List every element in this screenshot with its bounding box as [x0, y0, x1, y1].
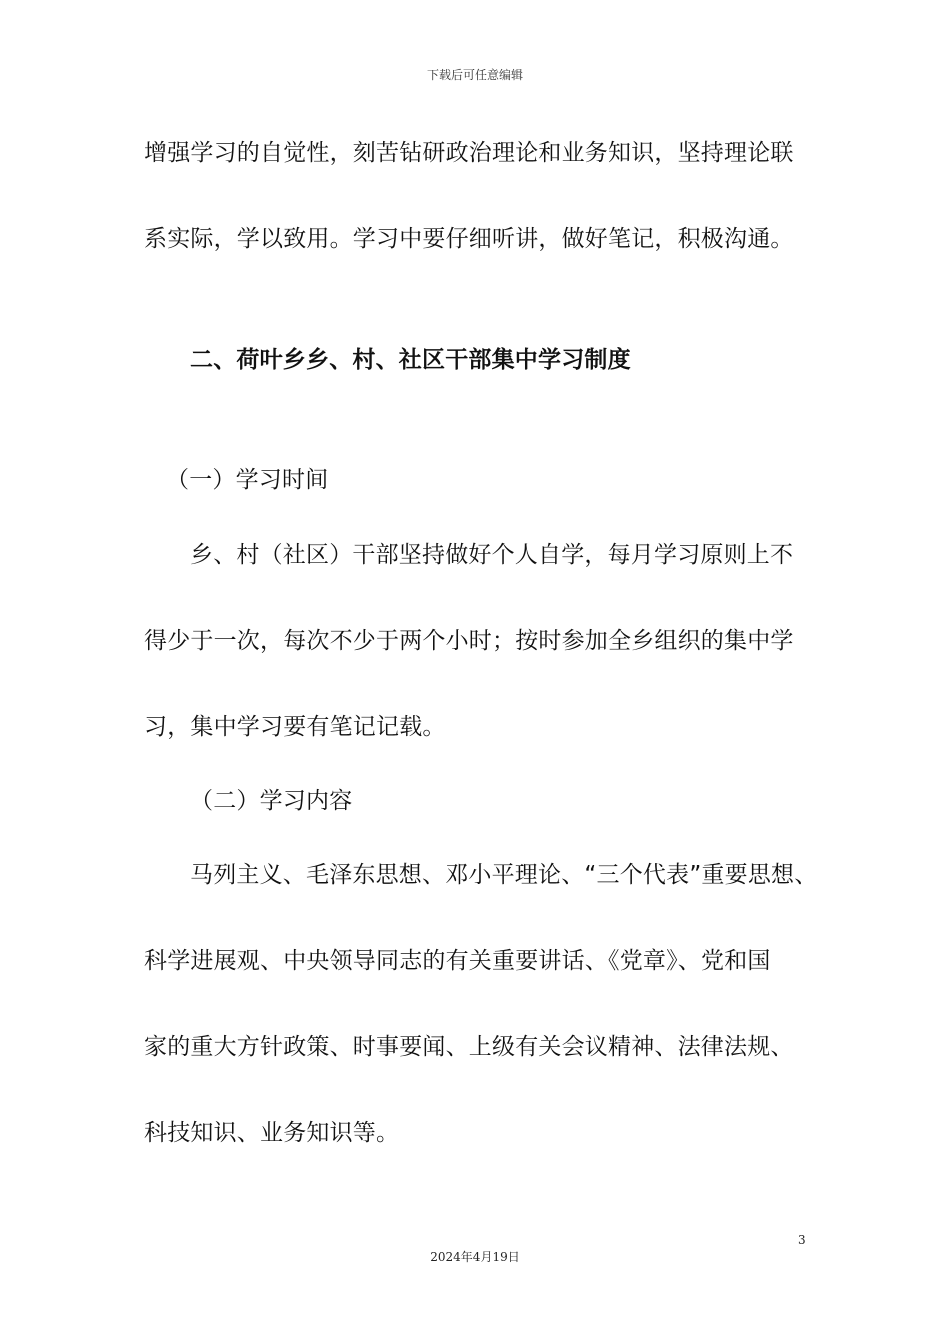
- paragraph-line: 习，集中学习要有笔记记载。: [144, 714, 446, 740]
- page-date: 2024年4月19日: [430, 1250, 520, 1264]
- subsection-heading: （一）学习时间: [166, 467, 329, 493]
- paragraph-line: 科学进展观、中央领导同志的有关重要讲话、《党章》、党和国: [144, 948, 771, 974]
- paragraph-line: 增强学习的自觉性，刻苦钻研政治理论和业务知识，坚持理论联: [144, 140, 794, 166]
- page-header: 下载后可任意编辑: [426, 68, 523, 82]
- page-number: 3: [798, 1233, 806, 1247]
- paragraph-line: 科技知识、业务知识等。: [144, 1120, 400, 1146]
- section-heading: 二、荷叶乡乡、村、社区干部集中学习制度: [190, 347, 631, 373]
- paragraph-line: 乡、村（社区）干部坚持做好个人自学，每月学习原则上不: [190, 542, 794, 568]
- paragraph-line: 得少于一次，每次不少于两个小时；按时参加全乡组织的集中学: [144, 628, 794, 654]
- subsection-heading: （二）学习内容: [190, 788, 353, 814]
- paragraph-line: 马列主义、毛泽东思想、邓小平理论、“三个代表”重要思想、: [190, 862, 818, 888]
- paragraph-line: 家的重大方针政策、时事要闻、上级有关会议精神、法律法规、: [144, 1034, 794, 1060]
- paragraph-line: 系实际，学以致用。学习中要仔细听讲，做好笔记，积极沟通。: [144, 226, 794, 252]
